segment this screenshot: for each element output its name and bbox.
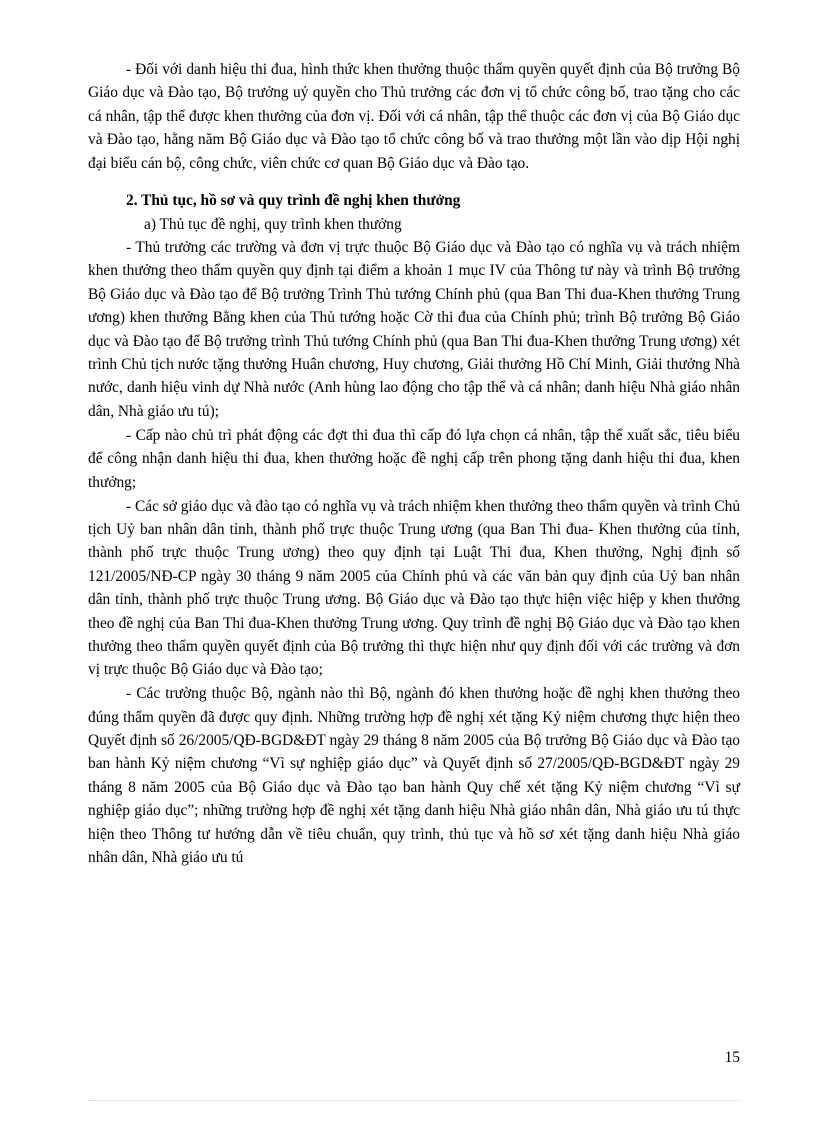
- paragraph-text: - Cấp nào chủ trì phát động các đợt thi đua thì cấp đó lựa chọn cá nhân, tập thể xuất sắc, tiêu biểu để công nhận danh hiệu thi đua, khen thưởng hoặc đề nghị cấp trên phong tặng danh hiệu thi đua, khen thưởng;: [88, 426, 740, 491]
- page-number: 15: [724, 1049, 740, 1066]
- paragraph-4: [88, 495, 740, 682]
- section-heading-2: 2. Thủ tục, hồ sơ và quy trình đề nghị khen thưởng: [126, 192, 461, 210]
- paragraph-text: - Các sở giáo dục và đào tạo có nghĩa vụ và trách nhiệm khen thưởng theo thẩm quyền và trình Chủ tịch Uỷ ban nhân dân tỉnh, thành phố trực thuộc Trung ương (qua Ban Thi đua- Khen thưởng của tỉnh, thành phố trực thuộc Trung ương) theo quy định tại Luật Thi đua, Khen thưởng, Nghị định số 121/2005/NĐ-CP ngày 30 tháng 9 năm 2005 của Chính phủ và các văn bản quy định của Uỷ ban nhân dân tỉnh, thành phố trực thuộc Trung ương. Bộ Giáo dục và Đào tạo thực hiện việc hiệp y khen thưởng theo đề nghị của Ban Thi đua-Khen thưởng Trung ương. Quy trình đề nghị Bộ Giáo dục và Đào tạo khen thưởng theo thẩm quyền quyết định của Bộ trưởng thì thực hiện như quy định đối với các trường và đơn vị trực thuộc Bộ Giáo dục và Đào tạo;: [88, 497, 741, 679]
- paragraph-text: - Thủ trưởng các trường và đơn vị trực thuộc Bộ Giáo dục và Đào tạo có nghĩa vụ và trách nhiệm khen thưởng theo thẩm quyền quy định tại điểm a khoản 1 mục IV của Thông tư này và trình Bộ trưởng Bộ Giáo dục và Đào tạo để Bộ trưởng Trình Thủ tướng Chính phủ (qua Ban Thi đua-Khen thưởng Trung ương) khen thưởng Bằng khen của Thủ tướng hoặc Cờ thi đua của Chính phủ; trình Bộ trưởng Bộ Giáo dục và Đào tạo để Bộ trưởng trình Thủ tướng Chính phủ (qua Ban Thi đua-Khen thưởng Trung ương) xét trình Chủ tịch nước tặng thưởng Huân chương, Huy chương, Giải thưởng Hồ Chí Minh, Giải thưởng Nhà nước, danh hiệu vinh dự Nhà nước (Anh hùng lao động cho tập thể và cá nhân; danh hiệu Nhà giáo nhân dân, Nhà giáo ưu tú);: [88, 239, 740, 420]
- paragraph-text: - Các trường thuộc Bộ, ngành nào thì Bộ, ngành đó khen thưởng hoặc đề nghị khen thưởng theo đúng thẩm quyền đã được quy định. Những trường hợp đề nghị xét tặng Kỷ niệm chương thực hiện theo Quyết định số 26/2005/QĐ-BGD&ĐT ngày 29 tháng 8 năm 2005 của Bộ trưởng Bộ Giáo dục và Đào tạo ban hành Kỷ niệm chương “Vì sự nghiệp giáo dục” và Quyết định số 27/2005/QĐ-BGD&ĐT ngày 29 tháng 8 năm 2005 của Bộ Giáo dục và Đào tạo ban hành Quy chế xét tặng Kỷ niệm chương “Vì sự nghiệp giáo dục”; những trường hợp đề nghị xét tặng danh hiệu Nhà giáo nhân dân, Nhà giáo ưu tú thực hiện theo Thông tư hướng dẫn về tiêu chuẩn, quy trình, thủ tục và hồ sơ xét tặng danh hiệu Nhà giáo nhân dân, Nhà giáo ưu tú: [88, 685, 740, 867]
- footer-divider: [88, 1100, 740, 1101]
- paragraph-text: - Đối với danh hiệu thi đua, hình thức khen thưởng thuộc thẩm quyền quyết định của Bộ trưởng Bộ Giáo dục và Đào tạo, Bộ trưởng uỷ quyền cho Thủ trưởng các đơn vị tổ chức công bố, trao tặng cho các cá nhân, tập thể được khen thưởng của đơn vị. Đối với cá nhân, tập thể thuộc các đơn vị của Bộ Giáo dục và Đào tạo, hằng năm Bộ Giáo dục và Đào tạo tổ chức công bố và trao thưởng một lần vào dịp Hội nghị đại biểu cán bộ, công chức, viên chức cơ quan Bộ Giáo dục và Đào tạo.: [88, 61, 740, 172]
- subsection-heading-a: a) Thủ tục đề nghị, quy trình khen thưởng: [144, 216, 402, 234]
- paragraph-5: [88, 682, 740, 869]
- paragraph-1: [88, 58, 740, 175]
- paragraph-3: [88, 424, 740, 494]
- paragraph-2: [88, 236, 740, 423]
